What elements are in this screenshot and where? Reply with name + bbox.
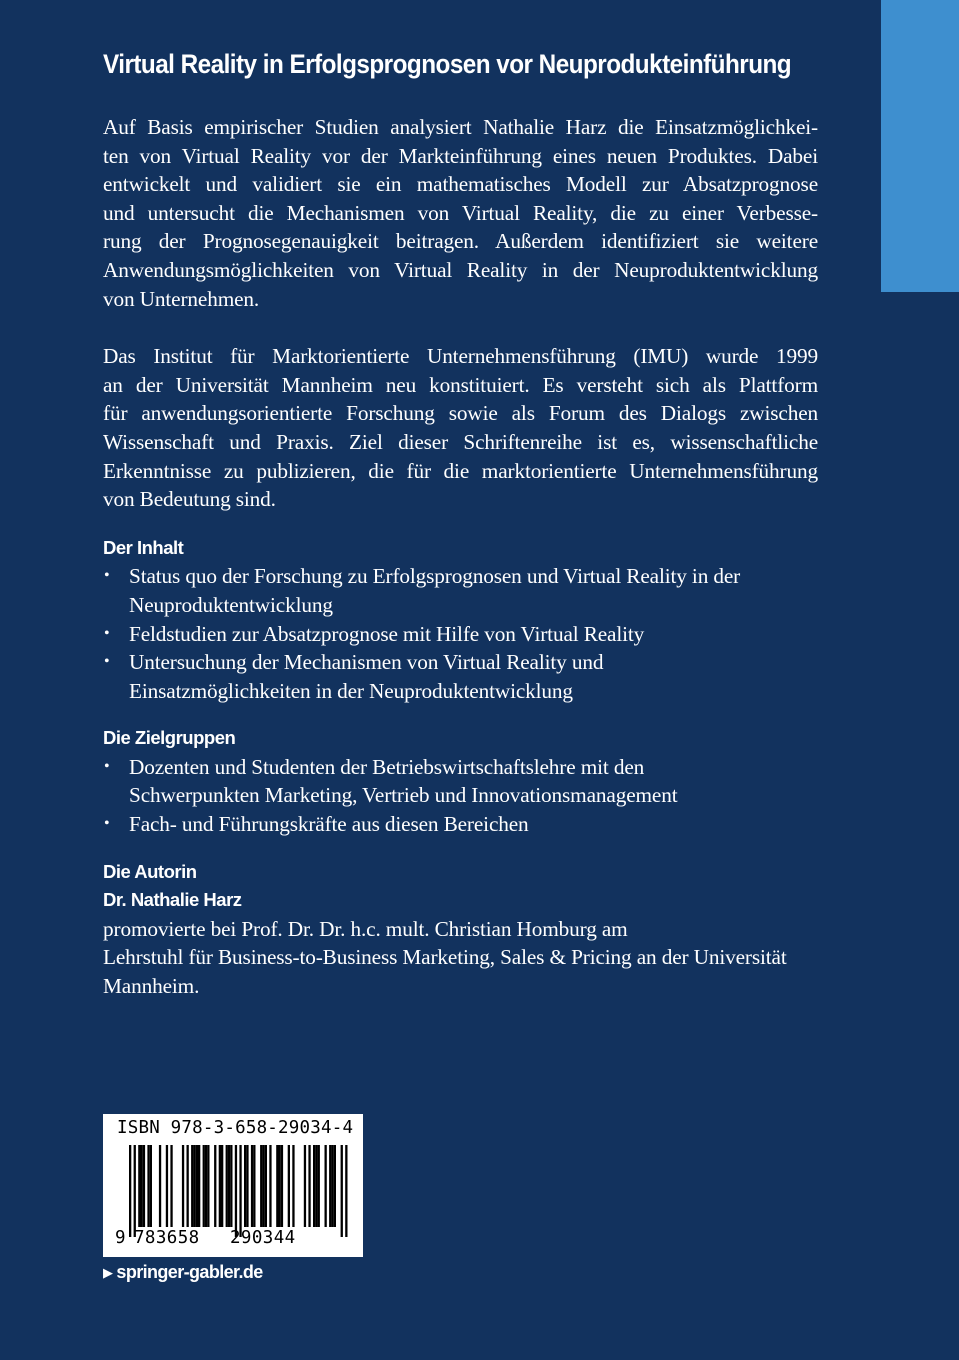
barcode-bar xyxy=(313,1145,315,1227)
barcode-bar xyxy=(214,1145,216,1227)
intro-line: und untersucht die Mechanismen von Virtual Reality, die zu einer Verbesse- xyxy=(103,200,818,225)
institute-line: von Bedeutung sind. xyxy=(103,487,276,512)
list-item-line: Status quo der Forschung zu Erfolgsprognosen und Virtual Reality in der xyxy=(129,564,741,589)
institute-line: Wissenschaft und Praxis. Ziel dieser Schriftenreihe ist es, wissenschaftliche xyxy=(103,429,818,454)
isbn-label: ISBN 978-3-658-29034-4 xyxy=(117,1118,354,1138)
barcode-bar xyxy=(331,1145,333,1227)
author-bio-line: Mannheim. xyxy=(103,974,200,999)
ean-left-digits: 783658 xyxy=(134,1228,200,1248)
arrow-right-icon: ▶ xyxy=(103,1265,113,1280)
author-bio xyxy=(103,886,818,1000)
isbn-barcode xyxy=(103,1114,363,1257)
barcode-bar xyxy=(334,1145,336,1227)
institute-line: für anwendungsorientierte Forschung sowie als Forum des Dialogs zwischen xyxy=(103,401,818,426)
barcode-bar xyxy=(170,1145,172,1227)
institute-line: an der Universität Mannheim neu konstituiert. Es versteht sich als Plattform xyxy=(103,372,818,397)
barcode-guard-bar xyxy=(134,1145,136,1237)
barcode-bar xyxy=(147,1145,149,1227)
barcode-bar xyxy=(292,1145,294,1227)
intro-line: ten von Virtual Reality vor der Markteinführung eines neuen Produktes. Dabei xyxy=(103,143,818,168)
barcode-bar xyxy=(308,1145,310,1227)
barcode-bar xyxy=(150,1145,152,1227)
barcode-bar xyxy=(205,1145,207,1227)
institute-paragraph xyxy=(103,342,818,514)
barcode-bar xyxy=(198,1145,200,1227)
intro-line: Anwendungsmöglichkeiten von Virtual Reality in der Neuproduktentwicklung xyxy=(103,257,818,282)
barcode-bar xyxy=(262,1145,264,1227)
barcode-bar xyxy=(219,1145,221,1227)
barcode-guard-bar xyxy=(345,1145,347,1237)
list-item-line: Dozenten und Studenten der Betriebswirtschaftslehre mit den xyxy=(129,754,645,779)
list-item-line: Untersuchung der Mechanismen von Virtual Reality und xyxy=(129,650,604,675)
barcode-bar xyxy=(182,1145,184,1227)
content-heading: Der Inhalt xyxy=(103,536,184,558)
list-item xyxy=(103,620,818,649)
barcode-bar xyxy=(269,1145,271,1227)
barcode-bar xyxy=(276,1145,278,1227)
barcode-bar xyxy=(187,1145,189,1227)
barcode-bar xyxy=(244,1145,246,1227)
list-item-line: Feldstudien zur Absatzprognose mit Hilfe von Virtual Reality xyxy=(129,621,645,646)
barcode-bar xyxy=(288,1145,290,1227)
list-item xyxy=(103,753,818,810)
ean-first-digit: 9 xyxy=(115,1228,126,1248)
list-item-line: Neuproduktentwicklung xyxy=(129,592,333,617)
institute-line: Erkenntnisse zu publizieren, die für die marktorientierte Unternehmensführung xyxy=(103,458,818,483)
list-item xyxy=(103,562,818,619)
book-title: Virtual Reality in Erfolgsprognosen vor Neuprodukteinführung xyxy=(103,49,792,79)
ean-right-digits: 290344 xyxy=(230,1228,296,1248)
list-item xyxy=(103,648,818,705)
barcode-bar xyxy=(166,1145,168,1227)
list-item xyxy=(103,810,818,839)
barcode-bar xyxy=(207,1145,209,1227)
barcode-bar xyxy=(138,1145,140,1227)
barcode-bar xyxy=(260,1145,262,1227)
intro-line: von Unternehmen. xyxy=(103,286,260,311)
cover-text xyxy=(103,44,818,1001)
list-item-line: Einsatzmöglichkeiten in der Neuproduktentwicklung xyxy=(129,678,573,703)
barcode-guard-bar xyxy=(341,1145,343,1237)
barcode-guard-bar xyxy=(235,1145,237,1237)
institute-line: Das Institut für Marktorientierte Unternehmensführung (IMU) wurde 1999 xyxy=(103,344,818,369)
bullet-icon: • xyxy=(104,757,110,775)
barcode-bar xyxy=(281,1145,283,1227)
barcode-bar xyxy=(251,1145,253,1227)
barcode-bar xyxy=(191,1145,193,1227)
list-item-line: Schwerpunkten Marketing, Vertrieb und Innovationsmanagement xyxy=(129,783,678,808)
author-bio-line: Lehrstuhl für Business-to-Business Marketing, Sales & Pricing an der Universität xyxy=(103,945,787,970)
barcode-bar xyxy=(226,1145,228,1227)
barcode-bar xyxy=(143,1145,145,1227)
barcode-bar xyxy=(318,1145,320,1227)
intro-line: Auf Basis empirischer Studien analysiert Nathalie Harz die Einsatzmöglichkei- xyxy=(103,115,818,139)
barcode-bar xyxy=(246,1145,248,1227)
author-heading: Die Autorin xyxy=(103,860,197,882)
intro-line: entwickelt und validiert sie ein mathematisches Modell zur Absatzprognose xyxy=(103,172,818,197)
barcode-bar xyxy=(253,1145,255,1227)
barcode-bar xyxy=(159,1145,161,1227)
barcode-bar xyxy=(315,1145,317,1227)
barcode-bar xyxy=(325,1145,327,1227)
accent-bar xyxy=(881,0,959,292)
barcode-bar xyxy=(221,1145,223,1227)
bullet-icon: • xyxy=(104,624,110,642)
barcode-bar xyxy=(228,1145,230,1227)
barcode-bar xyxy=(329,1145,331,1227)
target-heading: Die Zielgruppen xyxy=(103,727,236,749)
bullet-icon: • xyxy=(104,567,110,585)
content-list xyxy=(103,562,818,705)
barcode-bar xyxy=(196,1145,198,1227)
author-bio-text: promovierte bei Prof. Dr. Dr. h.c. mult. Christian Homburg am xyxy=(103,916,628,941)
barcode-bar xyxy=(265,1145,267,1227)
barcode-guard-bar xyxy=(239,1145,241,1237)
barcode-bar xyxy=(193,1145,195,1227)
publisher-url[interactable]: springer-gabler.de xyxy=(116,1262,263,1282)
author-name: Dr. Nathalie Harz xyxy=(103,889,242,911)
barcode-bar xyxy=(230,1145,232,1227)
barcode-bar xyxy=(203,1145,205,1227)
intro-line: rung der Prognosegenauigkeit beitragen. Außerdem identifiziert sie weitere xyxy=(103,229,818,254)
barcode-bar xyxy=(279,1145,281,1227)
barcode-bar xyxy=(141,1145,143,1227)
list-item-line: Fach- und Führungskräfte aus diesen Bereichen xyxy=(129,812,529,837)
barcode-bar xyxy=(304,1145,306,1227)
bullet-icon: • xyxy=(104,653,110,671)
intro-paragraph xyxy=(103,113,818,313)
bullet-icon: • xyxy=(104,815,110,833)
barcode-guard-bar xyxy=(129,1145,131,1237)
publisher-link[interactable] xyxy=(103,1262,263,1283)
target-list xyxy=(103,753,818,839)
